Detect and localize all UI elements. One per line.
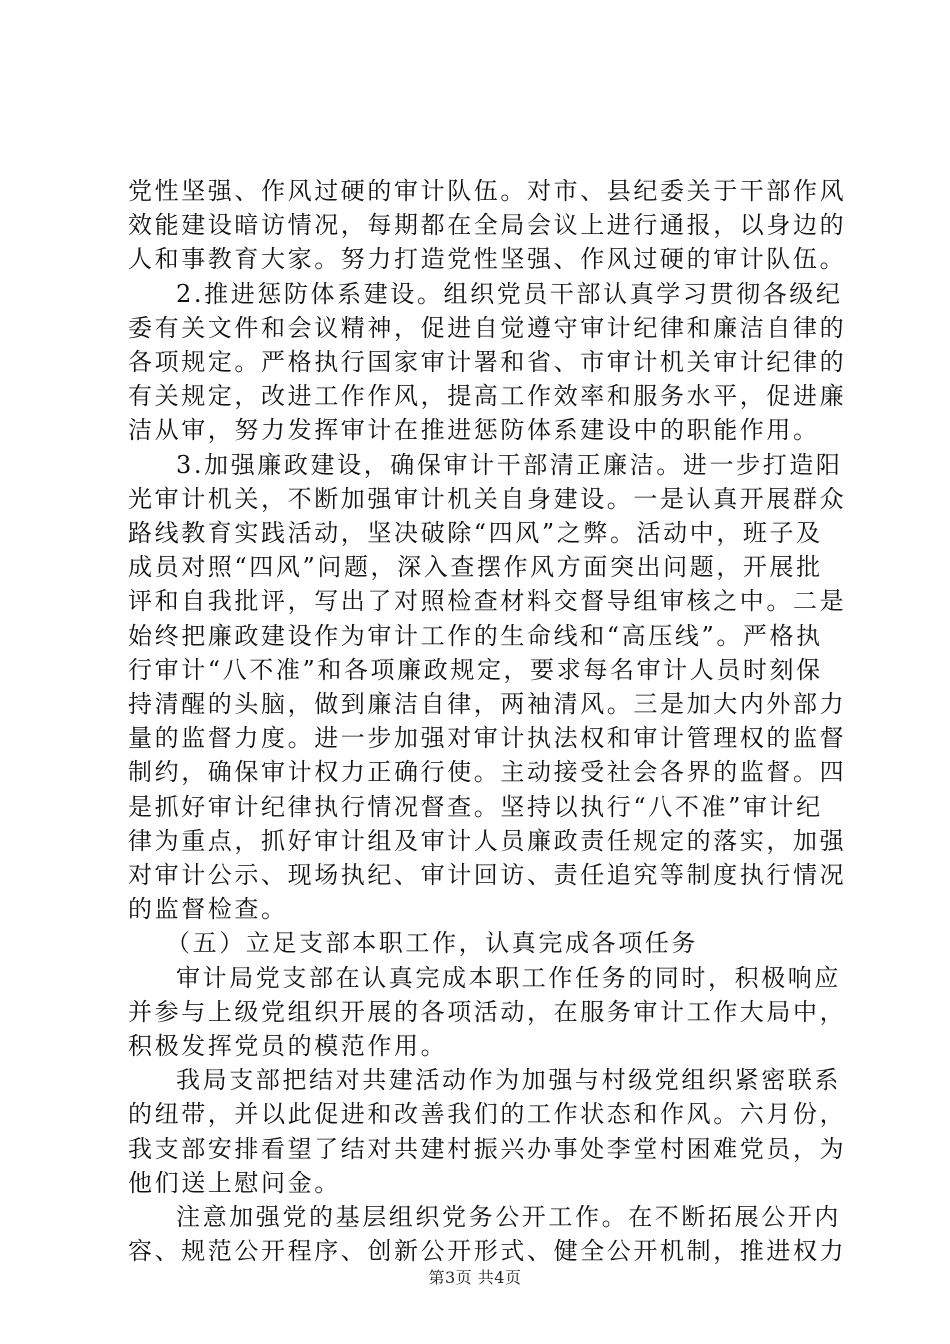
- text-line: 始终把廉政建设作为审计工作的生命线和“高压线”。严格执: [128, 622, 823, 650]
- text-line: 我局支部把结对共建活动作为加强与村级党组织紧密联系: [176, 1066, 841, 1094]
- text-line: 行审计“八不准”和各项廉政规定，要求每名审计人员时刻保: [128, 656, 823, 684]
- text-line: 路线教育实践活动，坚决破除“四风”之弊。活动中，班子及: [128, 519, 823, 547]
- text-line: 2.推进惩防体系建设。组织党员干部认真学习贯彻各级纪: [176, 280, 843, 308]
- text-line: 是抓好审计纪律执行情况督查。坚持以执行“八不准”审计纪: [128, 793, 823, 821]
- text-line: 审计局党支部在认真完成本职工作任务的同时，积极响应: [176, 964, 841, 992]
- text-line: 有关规定，改进工作作风，提高工作效率和服务水平，促进廉: [128, 382, 847, 410]
- text-line: 律为重点，抓好审计组及审计人员廉政责任规定的落实，加强: [128, 827, 847, 855]
- text-line: 各项规定。严格执行国家审计署和省、市审计机关审计纪律的: [128, 348, 847, 376]
- text-line: 注意加强党的基层组织党务公开工作。在不断拓展公开内: [176, 1203, 841, 1231]
- text-line: 委有关文件和会议精神，促进自觉遵守审计纪律和廉洁自律的: [128, 314, 847, 342]
- text-line: 的监督检查。: [128, 895, 288, 923]
- text-line: 3.加强廉政建设，确保审计干部清正廉洁。进一步打造阳: [176, 451, 843, 479]
- text-line: 评和自我批评，写出了对照检查材料交督导组审核之中。二是: [128, 587, 847, 615]
- text-line: 人和事教育大家。努力打造党性坚强、作风过硬的审计队伍。: [128, 245, 847, 273]
- text-line: 效能建设暗访情况，每期都在全局会议上进行通报，以身边的: [128, 211, 847, 239]
- text-line: 并参与上级党组织开展的各项活动，在服务审计工作大局中，: [128, 998, 847, 1026]
- text-line: 成员对照“四风”问题，深入查摆作风方面突出问题，开展批: [128, 553, 823, 581]
- text-line: 持清醒的头脑，做到廉洁自律，两袖清风。三是加大内外部力: [128, 690, 847, 718]
- text-line: 的纽带，并以此促进和改善我们的工作状态和作风。六月份，: [128, 1100, 847, 1128]
- text-line: 量的监督力度。进一步加强对审计执法权和审计管理权的监督: [128, 724, 847, 752]
- text-line: 洁从审，努力发挥审计在推进惩防体系建设中的职能作用。: [128, 416, 820, 444]
- section-heading: （五）立足支部本职工作，认真完成各项任务: [166, 929, 698, 957]
- text-line: 党性坚强、作风过硬的审计队伍。对市、县纪委关于干部作风: [128, 177, 847, 205]
- text-line: 对审计公示、现场执纪、审计回访、责任追究等制度执行情况: [128, 861, 847, 889]
- text-line: 制约，确保审计权力正确行使。主动接受社会各界的监督。四: [128, 758, 847, 786]
- text-line: 我支部安排看望了结对共建村振兴办事处李堂村困难党员，为: [128, 1135, 847, 1163]
- text-line: 光审计机关，不断加强审计机关自身建设。一是认真开展群众: [128, 485, 847, 513]
- text-line: 积极发挥党员的模范作用。: [128, 1032, 448, 1060]
- text-line: 容、规范公开程序、创新公开形式、健全公开机制，推进权力: [128, 1237, 847, 1265]
- page-footer: 第3页 共4页: [428, 1268, 522, 1287]
- text-line: 他们送上慰问金。: [128, 1169, 341, 1197]
